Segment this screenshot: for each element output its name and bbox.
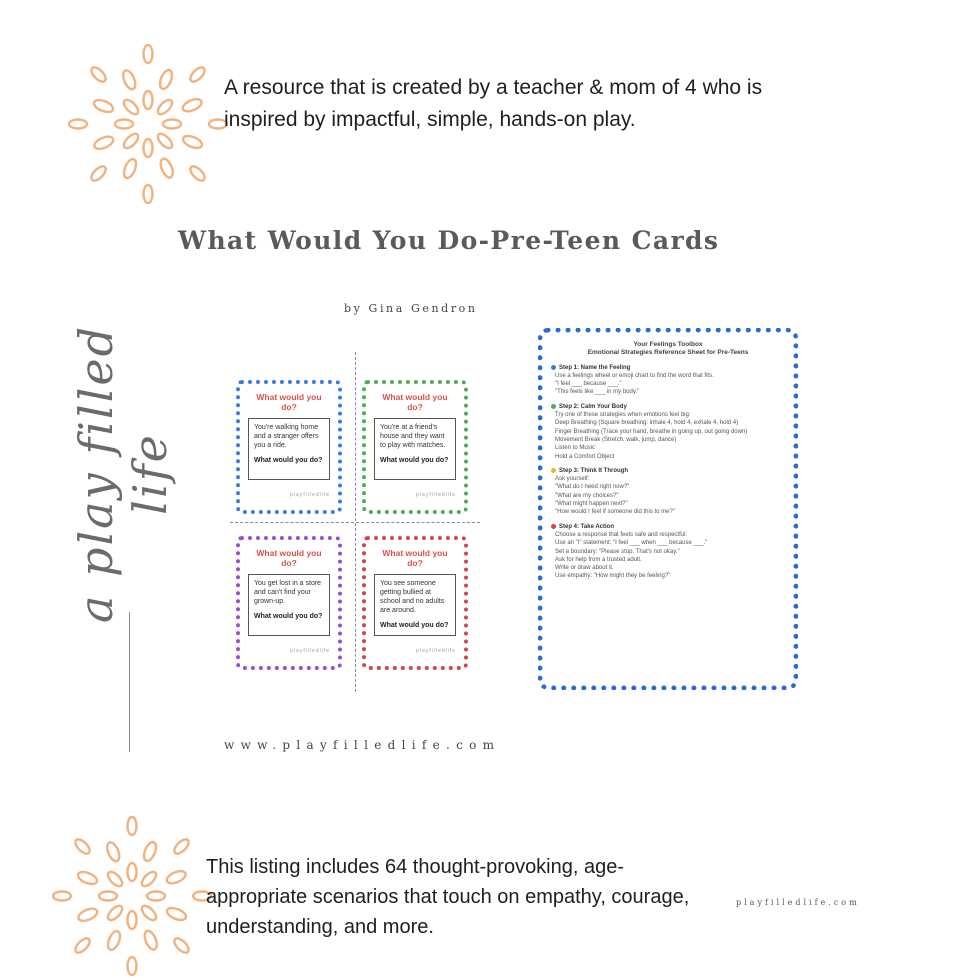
step4-icon xyxy=(551,524,556,529)
sheet-item: Listen to Music xyxy=(555,445,596,452)
card-scenario-box xyxy=(248,418,330,480)
sheet-item: Movement Break (Stretch, walk, jump, dance) xyxy=(555,436,677,443)
vertical-brand-logo: a play filled life xyxy=(69,324,177,624)
card-scenario: You're walking home and a stranger offers you a ride. xyxy=(254,424,319,449)
card-scenario-box xyxy=(374,418,456,480)
sheet-item: Deep Breathing (Square breathing: inhale 4, hold 4, exhale 4, hold 4) xyxy=(555,420,739,427)
card-scenario-box xyxy=(374,574,456,636)
sheet-item: Ask yourself: xyxy=(555,476,590,483)
burst-decoration-bottom xyxy=(52,816,212,976)
sheet-item: Use an "I" statement: "I feel ___ when ___ because ___." xyxy=(555,540,708,547)
intro-text: A resource that is created by a teacher & mom of 4 who is inspired by impactful, simple, hands-on play. xyxy=(224,76,763,131)
sheet-item: Use a feelings wheel or emoji chart to find the word that fits. xyxy=(555,372,714,379)
listing-description: This listing includes 64 thought-provoking, age-appropriate scenarios that touch on empathy, courage, understanding, and more. xyxy=(206,856,690,938)
card-scenario-box xyxy=(248,574,330,636)
card-footer: playfilledlife xyxy=(290,492,330,498)
card-question: What would you do? xyxy=(256,392,322,412)
sheet-item: Choose a response that feels safe and respectful: xyxy=(555,531,688,538)
brand-divider-line xyxy=(129,612,130,752)
step1-icon xyxy=(551,365,556,370)
scenario-card-3 xyxy=(236,536,342,670)
sheet-item: Write or draw about it. xyxy=(555,565,614,572)
step2-icon xyxy=(551,404,556,409)
sheet-item: Try one of these strategies when emotions feel big: xyxy=(555,412,691,419)
scenario-card-1 xyxy=(236,380,342,514)
cut-guide-horizontal xyxy=(230,522,480,523)
sheet-item: Finger Breathing (Trace your hand, breathe in going up, out going down) xyxy=(555,428,748,435)
sheet-step-2: Step 2: Calm Your Body xyxy=(559,403,627,410)
burst-decoration-top xyxy=(68,44,228,204)
website-url: www.playfilledlife.com xyxy=(224,738,501,752)
card-scenario: You get lost in a store and can't find your grown-up. xyxy=(254,580,322,605)
scenario-card-2 xyxy=(362,380,468,514)
card-footer: playfilledlife xyxy=(290,648,330,654)
card-question: What would you do? xyxy=(382,548,448,568)
sheet-item: "What do I need right now?" xyxy=(555,484,630,491)
sheet-step-1: Step 1: Name the Feeling xyxy=(559,364,631,371)
scenario-card-4 xyxy=(362,536,468,670)
sheet-item: "This feels like ___ in my body." xyxy=(555,389,640,396)
sheet-item: Set a boundary: "Please stop. That's not okay." xyxy=(555,548,680,555)
brand-url-small: playfilledlife.com xyxy=(736,898,860,907)
card-scenario: You're at a friend's house and they want to play with matches. xyxy=(380,424,446,449)
feelings-reference-sheet xyxy=(538,328,798,690)
card-prompt: What would you do? xyxy=(254,613,323,620)
sheet-subtitle: Emotional Strategies Reference Sheet for Pre-Teens xyxy=(587,349,749,357)
sheet-step-3: Step 3: Think It Through xyxy=(559,467,628,474)
card-footer: playfilledlife xyxy=(416,648,456,654)
sheet-item: Use empathy: "How might they be feeling?" xyxy=(555,573,671,580)
step3-icon xyxy=(551,468,556,473)
sheet-item: "I feel ___ because ___." xyxy=(555,381,622,388)
author-byline: by Gina Gendron xyxy=(344,302,478,315)
sheet-item: Ask for help from a trusted adult. xyxy=(555,556,642,563)
card-prompt: What would you do? xyxy=(380,457,449,464)
card-question: What would you do? xyxy=(382,392,448,412)
product-title: What Would You Do-Pre-Teen Cards xyxy=(178,226,720,255)
card-question: What would you do? xyxy=(256,548,322,568)
card-prompt: What would you do? xyxy=(380,622,449,629)
sheet-item: "What might happen next?" xyxy=(555,501,628,508)
card-prompt: What would you do? xyxy=(254,457,323,464)
sheet-item: "What are my choices?" xyxy=(555,492,619,499)
sheet-title: Your Feelings Toolbox xyxy=(633,341,703,348)
card-scenario: You see someone getting bullied at school and no adults are around. xyxy=(380,580,445,614)
sheet-item: "How would I feel if someone did this to me?" xyxy=(555,509,675,516)
card-footer: playfilledlife xyxy=(416,492,456,498)
sheet-step-4: Step 4: Take Action xyxy=(559,523,615,530)
sheet-item: Hold a Comfort Object xyxy=(555,453,615,460)
